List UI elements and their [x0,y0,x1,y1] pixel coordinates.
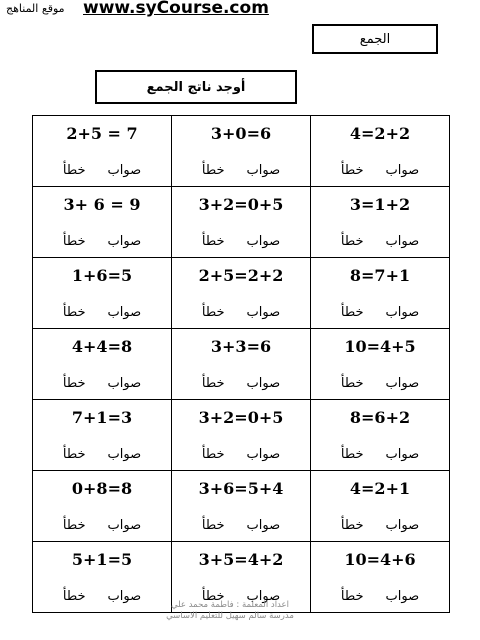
wrong-option[interactable]: خطأ [201,447,225,462]
answer-options [33,163,171,178]
answer-options [33,305,171,320]
answer-options [311,234,449,249]
exercise-cell [33,116,172,187]
site-tagline: موقع المناهج [6,2,65,15]
exercise-row [33,187,450,258]
wrong-option[interactable]: خطأ [201,376,225,391]
equation: 10=4+6 [344,550,416,569]
wrong-option[interactable]: خطأ [62,234,86,249]
answer-options [172,518,310,533]
exercise-cell [311,542,450,613]
exercise-cell [172,329,311,400]
wrong-option[interactable]: خطأ [340,234,364,249]
equation: 5+1=5 [71,550,133,569]
correct-option[interactable]: صواب [107,447,142,462]
wrong-option[interactable]: خطأ [340,447,364,462]
exercise-cell [33,329,172,400]
exercise-cell [33,187,172,258]
lesson-title: الجمع [312,24,438,54]
correct-option[interactable]: صواب [246,305,281,320]
equation: 4=2+2 [349,124,411,143]
wrong-option[interactable]: خطأ [340,163,364,178]
exercise-cell [311,258,450,329]
equation: 8=6+2 [349,408,411,427]
exercise-cell [172,258,311,329]
wrong-option[interactable]: خطأ [201,518,225,533]
equation: 3+ 6 = 9 [63,195,141,214]
exercise-cell [172,116,311,187]
wrong-option[interactable]: خطأ [201,305,225,320]
wrong-option[interactable]: خطأ [201,234,225,249]
exercise-cell [172,471,311,542]
equation: 4+4=8 [71,337,133,356]
equation: 0+8=8 [71,479,133,498]
equation: 3=1+2 [349,195,411,214]
answer-options [172,447,310,462]
correct-option[interactable]: صواب [107,589,142,604]
correct-option[interactable]: صواب [246,518,281,533]
equation: 1+6=5 [71,266,133,285]
correct-option[interactable]: صواب [107,163,142,178]
correct-option[interactable]: صواب [246,376,281,391]
equation: 3+0=6 [210,124,272,143]
correct-option[interactable]: صواب [385,305,420,320]
wrong-option[interactable]: خطأ [62,376,86,391]
exercise-cell [311,471,450,542]
wrong-option[interactable]: خطأ [62,447,86,462]
instruction-title: أوجد ناتج الجمع [95,70,297,104]
exercise-cell [311,187,450,258]
answer-options [311,447,449,462]
equation: 10=4+5 [344,337,416,356]
site-header [0,0,275,18]
wrong-option[interactable]: خطأ [340,518,364,533]
correct-option[interactable]: صواب [385,376,420,391]
correct-option[interactable]: صواب [246,234,281,249]
equation: 7+1=3 [71,408,133,427]
site-link[interactable]: www.syCourse.com [83,0,269,18]
correct-option[interactable]: صواب [385,163,420,178]
wrong-option[interactable]: خطأ [340,305,364,320]
correct-option[interactable]: صواب [385,589,420,604]
wrong-option[interactable]: خطأ [201,163,225,178]
exercise-row [33,471,450,542]
correct-option[interactable]: صواب [385,447,420,462]
exercise-grid [32,115,450,613]
correct-option[interactable]: صواب [107,376,142,391]
wrong-option[interactable]: خطأ [62,589,86,604]
answer-options [33,376,171,391]
exercise-cell [172,400,311,471]
exercise-cell [33,258,172,329]
equation: 4=2+1 [349,479,411,498]
equation: 3+2=0+5 [198,408,284,427]
equation: 3+6=5+4 [198,479,284,498]
wrong-option[interactable]: خطأ [201,589,225,604]
answer-options [311,589,449,604]
correct-option[interactable]: صواب [385,518,420,533]
footer-school: مدرسة سالم سهيل للتعليم الاساسي [166,611,294,621]
answer-options [311,163,449,178]
equation: 3+5=4+2 [198,550,284,569]
exercise-row [33,258,450,329]
answer-options [33,518,171,533]
equation: 2+5 = 7 [66,124,138,143]
wrong-option[interactable]: خطأ [62,163,86,178]
equation: 2+5=2+2 [198,266,284,285]
equation: 8=7+1 [349,266,411,285]
exercise-row [33,116,450,187]
answer-options [311,518,449,533]
exercise-row [33,329,450,400]
answer-options [33,234,171,249]
answer-options [172,163,310,178]
correct-option[interactable]: صواب [246,163,281,178]
answer-options [172,305,310,320]
exercise-cell [33,471,172,542]
wrong-option[interactable]: خطأ [62,518,86,533]
answer-options [172,234,310,249]
answer-options [33,447,171,462]
equation: 3+3=6 [210,337,272,356]
exercise-cell [311,329,450,400]
correct-option[interactable]: صواب [246,447,281,462]
correct-option[interactable]: صواب [107,234,142,249]
wrong-option[interactable]: خطأ [340,589,364,604]
correct-option[interactable]: صواب [107,518,142,533]
equation: 3+2=0+5 [198,195,284,214]
exercise-cell [172,187,311,258]
wrong-option[interactable]: خطأ [62,305,86,320]
footer-teacher: اعداد المعلمة : فاطمة محمد علي [171,600,289,610]
exercise-cell [311,400,450,471]
exercise-cell [311,116,450,187]
answer-options [311,376,449,391]
answer-options [172,376,310,391]
footer-credit [150,600,310,622]
wrong-option[interactable]: خطأ [340,376,364,391]
correct-option[interactable]: صواب [107,305,142,320]
correct-option[interactable]: صواب [385,234,420,249]
answer-options [311,305,449,320]
exercise-row [33,400,450,471]
exercise-cell [33,400,172,471]
correct-option[interactable]: صواب [246,589,281,604]
